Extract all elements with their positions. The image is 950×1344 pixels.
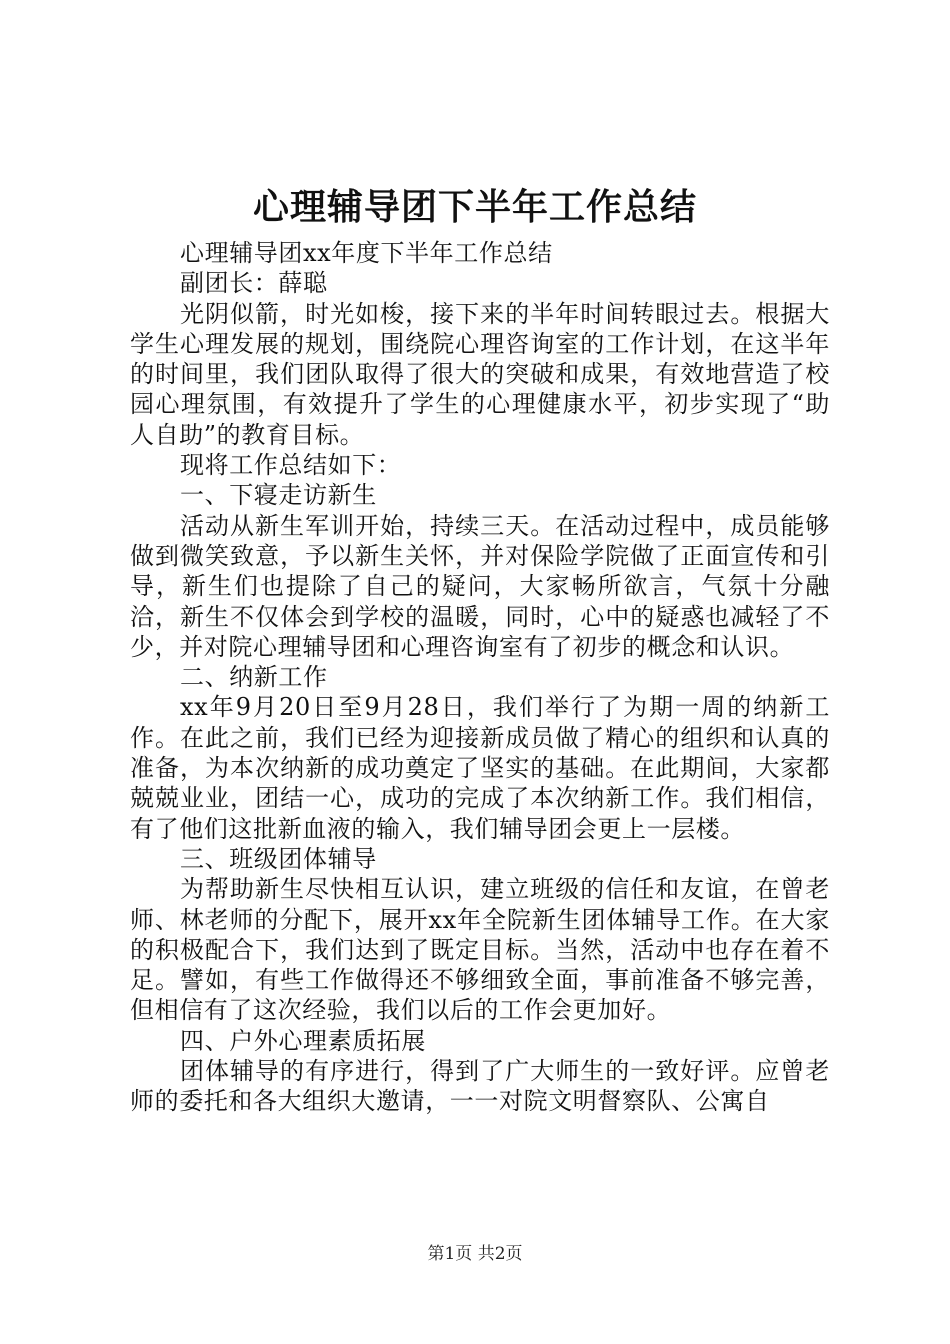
paragraph-intro: 光阴似箭，时光如梭，接下来的半年时间转眼过去。根据大学生心理发展的规划，围绕院心理咨询室的工作计划，在这半年的时间里，我们团队取得了很大的突破和成果，有效地营造了校园心理氛围，有效提升了学生的心理健康水平，初步实现了“助人自助”的教育目标。 <box>130 299 830 449</box>
paragraph-section-2: xx年9月20日至9月28日，我们举行了为期一周的纳新工作。在此之前，我们已经为迎接新成员做了精心的组织和认真的准备，为本次纳新的成功奠定了坚实的基础。在此期间，大家都兢兢业业，团结一心，成功的完成了本次纳新工作。我们相信，有了他们这批新血液的输入，我们辅导团会更上一层楼。 <box>130 693 830 843</box>
document-title: 心理辅导团下半年工作总结 <box>252 187 697 228</box>
page-number-footer: 第1页 共2页 <box>427 1244 523 1264</box>
section-heading-1: 一、下寝走访新生 <box>180 481 377 510</box>
paragraph-section-4: 团体辅导的有序进行，得到了广大师生的一致好评。应曾老师的委托和各大组织大邀请，一一对院文明督察队、公寓自 <box>130 1057 830 1116</box>
author-line: 副团长：薛聪 <box>180 269 328 298</box>
paragraph-section-3: 为帮助新生尽快相互认识，建立班级的信任和友谊，在曾老师、林老师的分配下，展开xx年全院新生团体辅导工作。在大家的积极配合下，我们达到了既定目标。当然，活动中也存在着不足。譬如，有些工作做得还不够细致全面，事前准备不够完善，但相信有了这次经验，我们以后的工作会更加好。 <box>130 875 830 1025</box>
paragraph-section-1: 活动从新生军训开始，持续三天。在活动过程中，成员能够做到微笑致意，予以新生关怀，并对保险学院做了正面宣传和引导，新生们也提除了自己的疑问，大家畅所欲言，气氛十分融洽，新生不仅体会到学校的温暖，同时，心中的疑惑也减轻了不少，并对院心理辅导团和心理咨询室有了初步的概念和认识。 <box>130 511 830 661</box>
document-body <box>130 238 830 1117</box>
section-heading-4: 四、户外心理素质拓展 <box>180 1026 426 1055</box>
section-heading-2: 二、纳新工作 <box>180 663 328 692</box>
section-heading-3: 三、班级团体辅导 <box>180 844 377 873</box>
subtitle-line: 心理辅导团xx年度下半年工作总结 <box>180 239 553 267</box>
paragraph-summary-lead: 现将工作总结如下： <box>180 451 402 480</box>
